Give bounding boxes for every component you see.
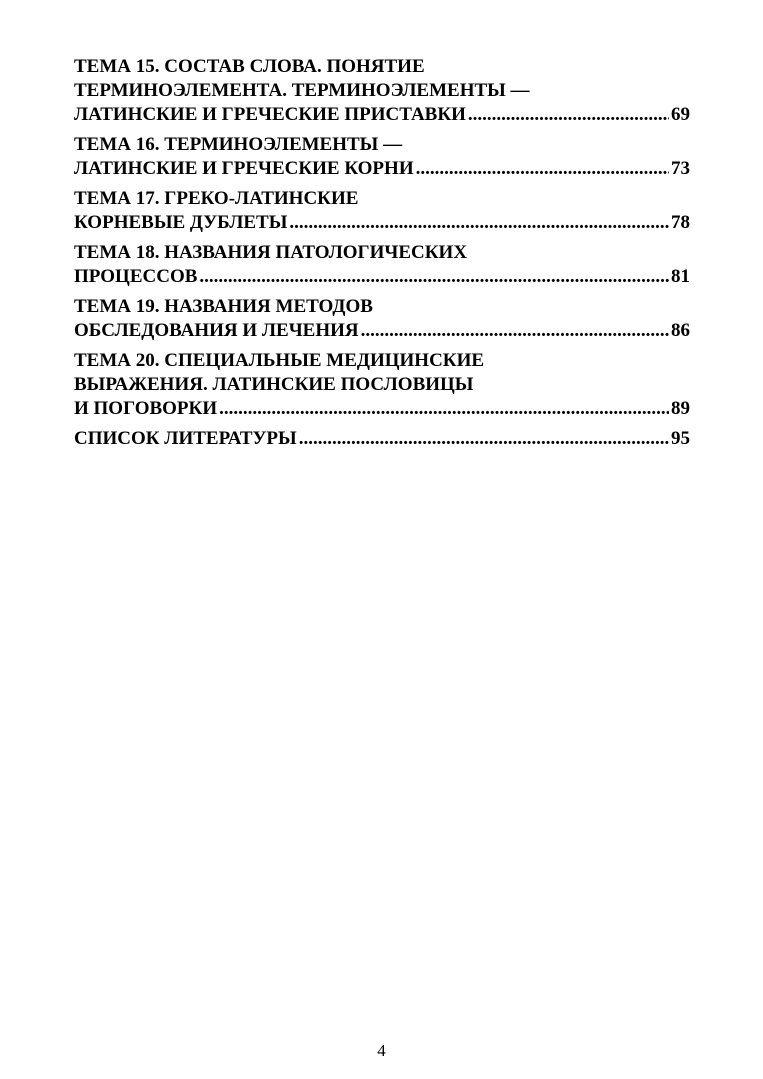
toc-entry-title-line: ВЫРАЖЕНИЯ. ЛАТИНСКИЕ ПОСЛОВИЦЫ bbox=[74, 374, 474, 395]
toc-page-number: 95 bbox=[671, 428, 690, 449]
dot-leader bbox=[416, 157, 669, 181]
table-of-contents bbox=[74, 55, 690, 457]
toc-entry[interactable] bbox=[74, 241, 690, 289]
page-number: 4 bbox=[377, 1041, 386, 1060]
dot-leader bbox=[219, 397, 669, 421]
toc-page-number: 69 bbox=[671, 104, 690, 125]
toc-entry[interactable] bbox=[74, 133, 690, 181]
toc-page-number: 89 bbox=[671, 398, 690, 419]
toc-entry-final-line bbox=[74, 427, 690, 451]
toc-page-number: 81 bbox=[671, 266, 690, 287]
dot-leader bbox=[361, 319, 669, 343]
toc-entry-title-line: ТЕМА 19. НАЗВАНИЯ МЕТОДОВ bbox=[74, 296, 373, 317]
toc-entry[interactable] bbox=[74, 427, 690, 451]
toc-page-number: 86 bbox=[671, 320, 690, 341]
toc-entry-title-line: ЛАТИНСКИЕ И ГРЕЧЕСКИЕ КОРНИ bbox=[74, 158, 414, 179]
toc-entry-final-line bbox=[74, 211, 690, 235]
dot-leader bbox=[299, 427, 669, 451]
toc-entry-final-line bbox=[74, 319, 690, 343]
toc-entry-title-line: КОРНЕВЫЕ ДУБЛЕТЫ bbox=[74, 212, 288, 233]
dot-leader bbox=[199, 265, 669, 289]
toc-entry[interactable] bbox=[74, 55, 690, 127]
toc-entry-final-line bbox=[74, 265, 690, 289]
toc-entry-final-line bbox=[74, 103, 690, 127]
toc-entry-title-line: И ПОГОВОРКИ bbox=[74, 398, 218, 419]
dot-leader bbox=[289, 211, 669, 235]
toc-entry-title-line: ТЕМА 16. ТЕРМИНОЭЛЕМЕНТЫ — bbox=[74, 134, 403, 155]
toc-entry[interactable] bbox=[74, 187, 690, 235]
toc-entry-title-line: ТЕМА 18. НАЗВАНИЯ ПАТОЛОГИЧЕСКИХ bbox=[74, 242, 468, 263]
toc-entry-title-line: ПРОЦЕССОВ bbox=[74, 266, 198, 287]
toc-entry-title-line: ТЕМА 20. СПЕЦИАЛЬНЫЕ МЕДИЦИНСКИЕ bbox=[74, 350, 485, 371]
toc-entry-title-line: ТЕМА 17. ГРЕКО-ЛАТИНСКИЕ bbox=[74, 188, 359, 209]
toc-entry-title-line: ТЕРМИНОЭЛЕМЕНТА. ТЕРМИНОЭЛЕМЕНТЫ — bbox=[74, 80, 530, 101]
toc-entry-title-line: ОБСЛЕДОВАНИЯ И ЛЕЧЕНИЯ bbox=[74, 320, 359, 341]
toc-entry-final-line bbox=[74, 397, 690, 421]
toc-entry-final-line bbox=[74, 157, 690, 181]
toc-entry-title-line: ТЕМА 15. СОСТАВ СЛОВА. ПОНЯТИЕ bbox=[74, 56, 425, 77]
toc-entry[interactable] bbox=[74, 349, 690, 421]
dot-leader bbox=[468, 103, 669, 127]
toc-entry-title-line: СПИСОК ЛИТЕРАТУРЫ bbox=[74, 428, 297, 449]
toc-entry[interactable] bbox=[74, 295, 690, 343]
toc-page-number: 73 bbox=[671, 158, 690, 179]
toc-page-number: 78 bbox=[671, 212, 690, 233]
toc-entry-title-line: ЛАТИНСКИЕ И ГРЕЧЕСКИЕ ПРИСТАВКИ bbox=[74, 104, 466, 125]
